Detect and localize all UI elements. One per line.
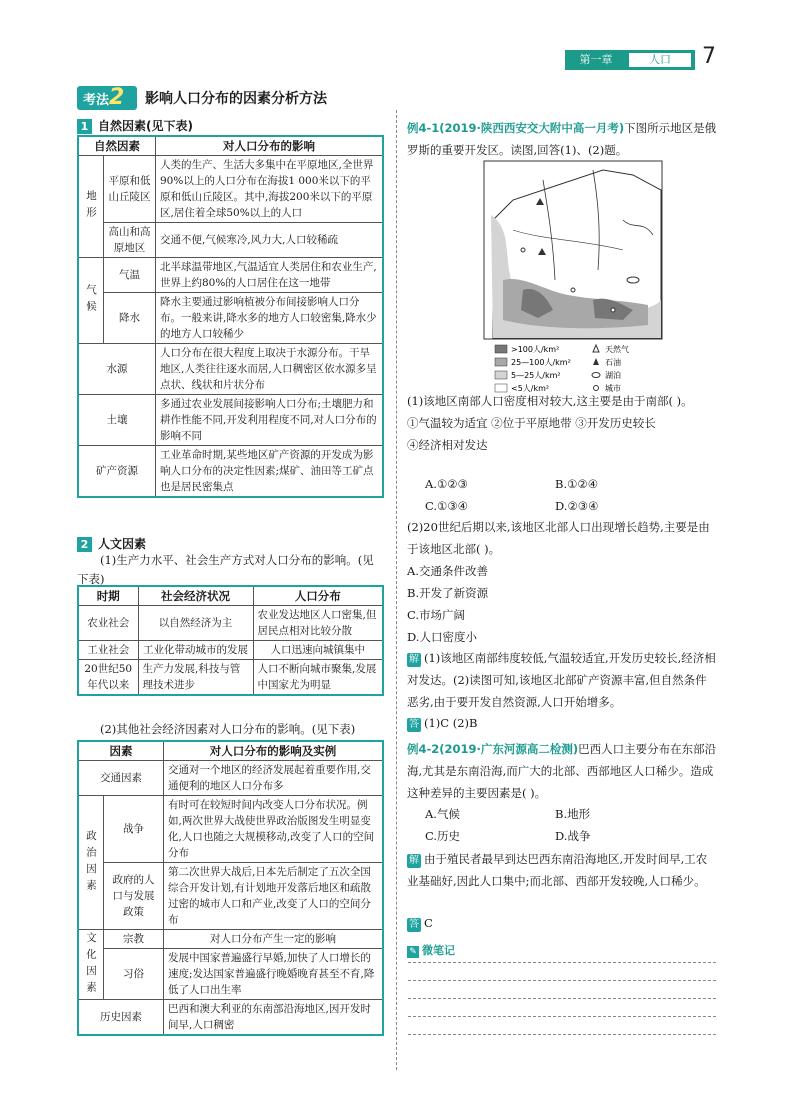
row-category: 习俗	[104, 949, 164, 1000]
row-text: 人类的生产、生活大多集中在平原地区,全世界90%以上的人口分布在海拔1 000米以下的平原和低山丘陵区。其中,海拔200米以下的平原区,居住着全球50%以上的人口	[156, 156, 384, 223]
question-items: ①气温较为适宜 ②位于平原地带 ③开发历史较长	[407, 416, 656, 430]
table-header: 对人口分布的影响	[156, 136, 384, 156]
row-status: 生产力发展,科技与管理技术进步	[138, 660, 253, 696]
table-row	[78, 796, 383, 863]
note-line	[408, 998, 716, 999]
page-number: 7	[702, 44, 716, 69]
legend-label: 湖泊	[605, 371, 621, 380]
legend-label: >100人/km²	[511, 345, 560, 354]
table-row	[78, 344, 383, 395]
group-culture: 文化因素	[78, 930, 104, 1000]
table-row	[78, 395, 383, 446]
table-row	[78, 258, 383, 293]
example1-answer	[407, 712, 717, 734]
table-row	[78, 930, 383, 949]
table-row	[78, 223, 383, 258]
row-dist: 农业发达地区人口密集,但居民点相对比较分散	[253, 606, 383, 641]
table-row	[78, 293, 383, 344]
row-category: 平原和低山丘陵区	[104, 156, 156, 223]
table-row	[78, 761, 383, 796]
section-num: 2	[77, 537, 92, 552]
natural-factors-table	[77, 135, 384, 498]
row-status: 工业化带动城市的发展	[138, 641, 253, 660]
row-category: 战争	[104, 796, 164, 863]
solution-icon: 解	[409, 855, 419, 866]
answer-text: C	[424, 916, 433, 930]
example1-solution	[407, 647, 717, 713]
table-header: 人口分布	[253, 586, 383, 606]
legend-label: 5—25人/km²	[511, 371, 561, 380]
page-title: 影响人口分布的因素分析方法	[145, 91, 327, 107]
legend-swatch	[495, 345, 507, 353]
question-text: (1)该地区南部人口密度相对较大,这主要是由于南部( )。	[407, 394, 693, 408]
row-category: 气温	[104, 258, 156, 293]
q2-option-b: B.开发了新资源	[407, 586, 489, 600]
table-header: 因素	[78, 741, 164, 761]
row-text: 工业革命时期,某些地区矿产资源的开发成为影响人口分布的决定性因素;煤矿、油田等工矿点也是居民密集点	[156, 446, 384, 498]
table-row	[78, 949, 383, 1000]
table-row	[78, 1000, 383, 1036]
table-header: 社会经济状况	[138, 586, 253, 606]
example2-solution	[407, 848, 717, 892]
row-text: 人口分布在很大程度上取决于水源分布。干旱地区,人类往往逐水而居,人口稠密区依水源多呈点状、线状和片状分布	[156, 344, 384, 395]
example1-stem	[407, 117, 717, 161]
table-header: 对人口分布的影响及实例	[164, 741, 384, 761]
group-terrain: 地形	[78, 156, 104, 258]
row-category: 交通因素	[78, 761, 164, 796]
notes-heading	[407, 942, 455, 958]
section-natural-heading	[77, 117, 193, 134]
row-text: 交通对一个地区的经济发展起着重要作用,交通便利的地区人口分布多	[164, 761, 384, 796]
row-period: 农业社会	[78, 606, 138, 641]
example-stem: 下图所示地区是俄罗斯的重要开发区。读图,回答(1)、(2)题。	[407, 121, 717, 157]
legend-label: 天然气	[605, 345, 629, 354]
row-text: 第二次世界大战后,日本先后制定了五次全国综合开发计划,有计划地开发落后地区和疏散过密的城市人口和产业,改变了人口的空间分布	[164, 863, 384, 930]
russia-region-map	[483, 160, 663, 405]
row-category: 宗教	[104, 930, 164, 949]
table-row	[78, 660, 383, 696]
example2-stem	[407, 738, 717, 804]
table-row	[78, 641, 383, 660]
row-dist: 人口迅速向城镇集中	[253, 641, 383, 660]
q2-option-c: C.市场广阔	[407, 608, 466, 622]
method-badge-text: 考法	[83, 93, 110, 108]
table-row	[78, 446, 383, 498]
row-text: 巴西和澳大利亚的东南部沿海地区,因开发时间早,人口稠密	[164, 1000, 384, 1036]
answer-icon: 答	[409, 919, 419, 930]
example1-q2	[407, 516, 717, 648]
row-category: 矿产资源	[78, 446, 156, 498]
q1-option-a: A.①②③	[425, 477, 468, 491]
column-divider	[396, 110, 397, 1070]
legend-label: 石油	[605, 358, 621, 367]
row-category: 降水	[104, 293, 156, 344]
city-marker	[521, 248, 525, 252]
section-human-heading	[77, 535, 146, 552]
note-line	[408, 1016, 716, 1017]
row-period: 工业社会	[78, 641, 138, 660]
section2-intro1: (1)生产力水平、社会生产方式对人口分布的影响。(见下表)	[77, 553, 374, 586]
table-header-row	[78, 136, 383, 156]
solution-text: 由于殖民者最早到达巴西东南沿海地区,开发时间早,工农业基础好,因此人口集中;而北部、西部开发较晚,人口稀少。	[407, 852, 708, 888]
legend-swatch	[495, 371, 507, 379]
group-politics: 政治因素	[78, 796, 104, 930]
row-category: 政府的人口与发展政策	[104, 863, 164, 930]
city-marker	[611, 308, 615, 312]
row-period: 20世纪50年代以来	[78, 660, 138, 696]
legend-label: 25—100人/km²	[511, 358, 571, 367]
group-climate: 气候	[78, 258, 104, 344]
table-row	[78, 156, 383, 223]
ex2-option-d: D.战争	[555, 829, 591, 843]
table-row	[78, 606, 383, 641]
row-text: 发展中国家普遍盛行早婚,加快了人口增长的速度;发达国家普遍盛行晚婚晚育甚至不育,降低了人口出生率	[164, 949, 384, 1000]
table-row	[78, 863, 383, 930]
answer-text: (1)C (2)B	[424, 716, 478, 730]
table-header: 自然因素	[78, 136, 156, 156]
row-category: 水源	[78, 344, 156, 395]
question-items: ④经济相对发达	[407, 438, 488, 452]
method-badge-num: 2	[109, 85, 125, 110]
q1-option-d: D.②③④	[555, 499, 599, 513]
ex2-option-b: B.地形	[555, 807, 591, 821]
row-category: 历史因素	[78, 1000, 164, 1036]
row-text: 对人口分布产生一定的影响	[164, 930, 384, 949]
row-text: 交通不便,气候寒冷,风力大,人口较稀疏	[156, 223, 384, 258]
city-marker	[571, 288, 575, 292]
legend-label: <5人/km²	[511, 384, 550, 393]
question-text: (2)20世纪后期以来,该地区北部人口出现增长趋势,主要是由于该地区北部( )。	[407, 520, 710, 556]
legend-label: 城市	[605, 384, 621, 393]
lake-icon	[592, 373, 600, 378]
section2-intro2: (2)其他社会经济因素对人口分布的影响。(见下表)	[100, 722, 356, 736]
table-header-row	[78, 586, 383, 606]
gas-icon	[593, 345, 599, 352]
ex2-option-a: A.气候	[425, 807, 460, 821]
row-category: 高山和高原地区	[104, 223, 156, 258]
pencil-icon: ✎	[407, 946, 419, 958]
chapter-label: 第一章	[579, 53, 613, 66]
notes-label: 微笔记	[422, 944, 455, 957]
example-stem: 巴西人口主要分布在东部沿海,尤其是东南沿海,而广大的北部、西部地区人口稀少。造成这种差异的主要因素是( )。	[407, 742, 717, 800]
q2-option-a: A.交通条件改善	[407, 564, 488, 578]
row-text: 北半球温带地区,气温适宜人类居住和农业生产,世界上约80%的人口居住在这一地带	[156, 258, 384, 293]
legend-swatch	[495, 358, 507, 366]
q1-option-b: B.①②④	[555, 477, 599, 491]
method-badge	[77, 86, 137, 110]
note-line	[408, 1034, 716, 1035]
table-header-row	[78, 741, 383, 761]
ex2-option-c: C.历史	[425, 829, 461, 843]
map-legend	[495, 344, 629, 393]
row-text: 多通过农业发展间接影响人口分布;土壤肥力和耕作性能不同,开发利用程度不同,对人口分布的影响不同	[156, 395, 384, 446]
answer-icon: 答	[409, 719, 419, 730]
topic-label: 人口	[628, 52, 692, 68]
example-label: 例4-1(2019·陕西西安交大附中高一月考)	[407, 121, 625, 135]
row-text: 降水主要通过影响植被分布间接影响人口分布。一般来讲,降水多的地方人口较密集,降水少的地方人口较稀少	[156, 293, 384, 344]
section-num: 1	[77, 119, 92, 134]
row-status: 以自然经济为主	[138, 606, 253, 641]
solution-icon: 解	[409, 654, 419, 665]
lake-marker	[627, 277, 639, 283]
oil-icon	[593, 358, 599, 365]
production-table	[77, 585, 384, 696]
q1-option-c: C.①③④	[425, 499, 468, 513]
other-factors-table	[77, 740, 384, 1036]
note-line	[408, 962, 716, 963]
solution-text: (1)该地区南部纬度较低,气温较适宜,开发历史较长,经济相对发达。(2)读图可知,该地区北部矿产资源丰富,但自然条件恶劣,由于要开发自然资源,人口开始增多。	[407, 651, 716, 709]
row-category: 土壤	[78, 395, 156, 446]
row-dist: 人口不断向城市聚集,发展中国家尤为明显	[253, 660, 383, 696]
table-header: 时期	[78, 586, 138, 606]
note-line	[408, 980, 716, 981]
row-text: 有时可在较短时间内改变人口分布状况。例如,两次世界大战使世界政治版图发生明显变化,人口也随之大规模移动,改变了人口的空间分布	[164, 796, 384, 863]
section-label: 自然因素(见下表)	[98, 119, 193, 133]
example1-q1	[407, 390, 717, 456]
example-label: 例4-2(2019·广东河源高二检测)	[407, 742, 579, 756]
section-label: 人文因素	[98, 537, 147, 551]
q2-option-d: D.人口密度小	[407, 630, 477, 644]
example2-answer	[407, 912, 717, 934]
